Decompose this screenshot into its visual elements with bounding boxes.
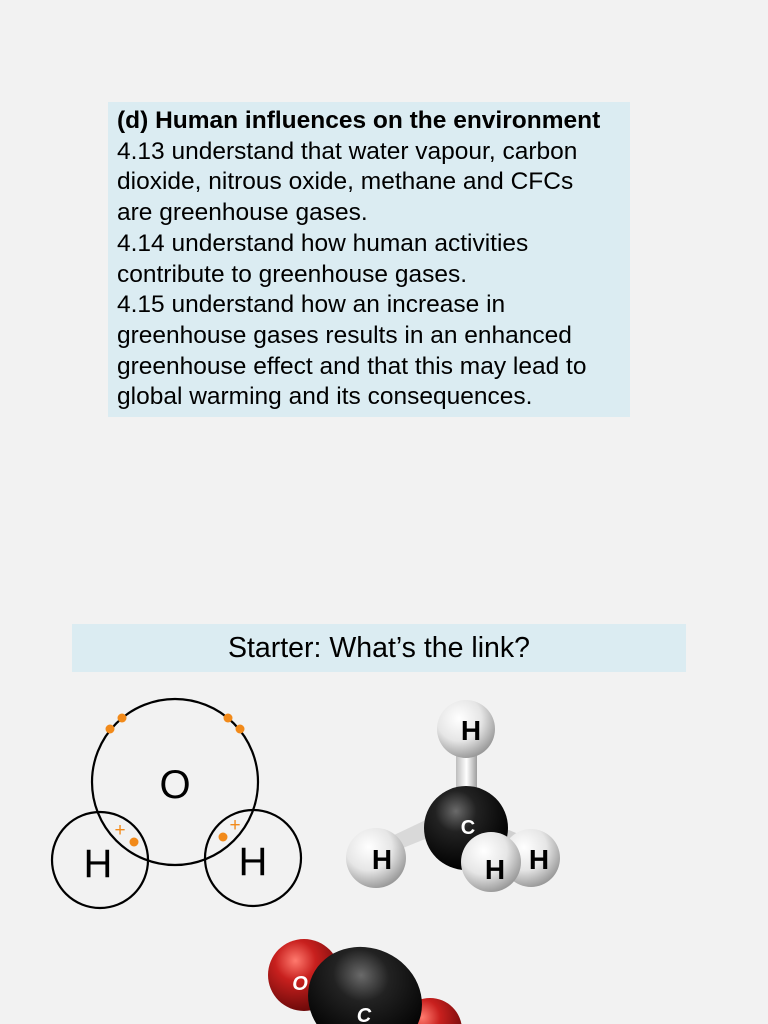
hydrogen-right-label: H	[238, 840, 268, 884]
spec-line: greenhouse gases results in an enhanced	[117, 321, 572, 349]
electron-dot	[118, 714, 127, 723]
electron-dot	[130, 838, 139, 847]
spec-line: greenhouse effect and that this may lead to	[117, 352, 587, 380]
methane-h-front-label: H	[484, 854, 506, 885]
co2-carbon-label: C	[356, 1005, 372, 1024]
co2-oxygen-label: O	[292, 973, 308, 995]
spec-line: 4.15 understand how an increase in	[117, 291, 506, 319]
methane-h-top-label: H	[460, 715, 482, 746]
methane-molecule-model	[346, 700, 560, 892]
methane-carbon-label: C	[460, 817, 476, 839]
electron-cross-left: +	[114, 820, 126, 841]
hydrogen-left-label: H	[83, 842, 113, 886]
starter-title: Starter: What’s the link?	[227, 631, 531, 664]
spec-line: contribute to greenhouse gases.	[117, 260, 468, 288]
spec-line: 4.14 understand how human activities	[117, 229, 529, 257]
electron-dot	[236, 725, 245, 734]
spec-line: global warming and its consequences.	[117, 383, 533, 411]
spec-line: are greenhouse gases.	[117, 199, 368, 227]
oxygen-label: O	[159, 763, 191, 807]
electron-dot	[106, 725, 115, 734]
water-molecule-diagram	[52, 699, 301, 908]
methane-h-right-label: H	[528, 844, 550, 875]
methane-h-left-label: H	[371, 844, 393, 875]
carbon-dioxide-model	[268, 928, 462, 1024]
electron-cross-right: +	[229, 815, 241, 836]
spec-heading: (d) Human influences on the environment	[117, 107, 601, 134]
electron-dot	[224, 714, 233, 723]
spec-line: 4.13 understand that water vapour, carbon	[117, 137, 578, 165]
electron-dot	[219, 833, 228, 842]
spec-line: dioxide, nitrous oxide, methane and CFCs	[117, 168, 574, 196]
